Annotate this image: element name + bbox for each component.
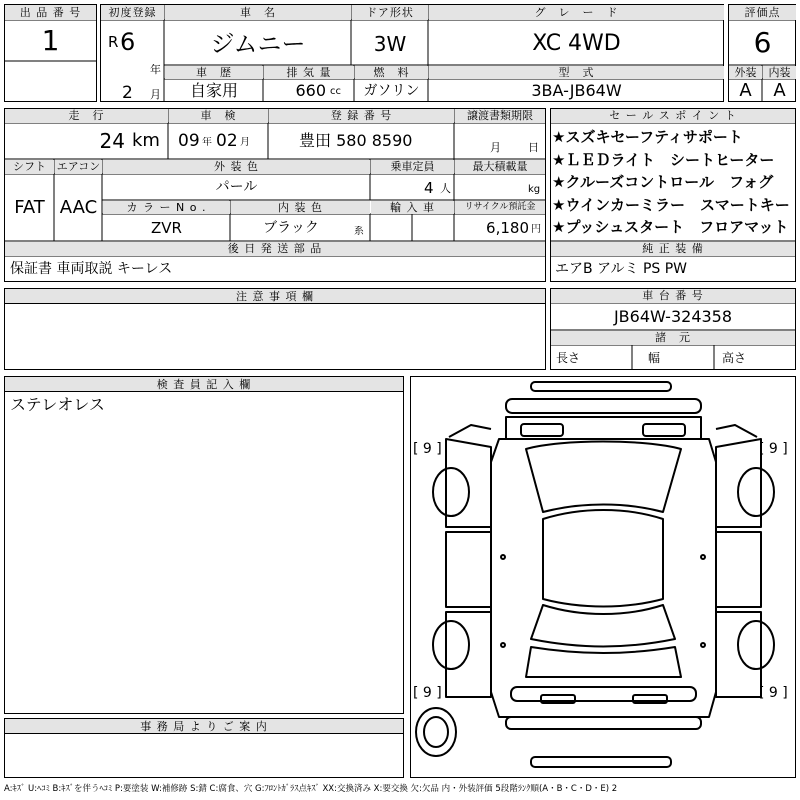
capacity-header: 乗車定員 [371,160,454,174]
car-diagram-section [410,376,796,778]
inspector-note: ステレオレス [10,395,105,414]
max-load-header: 最大積載量 [455,160,545,174]
inspection-header: 車 検 [169,109,268,123]
car-diagram [411,377,795,777]
exterior-grade-value: A [739,80,752,101]
tire-mark-front-left: [ 9 ] [413,441,442,457]
door-header: ドア形状 [352,5,428,20]
month-unit: 月 [150,89,161,101]
legend-text: A:ｷｽﾞ U:ﾍｺﾐ B:ｷｽﾞを伴うﾍｺﾐ P:要塗装 W:補修跡 S:錆 C:腐食、穴 G:ﾌﾛﾝﾄｶﾞﾗｽ点ｷｽﾞ XX:交換済み X:要交換 欠:欠品 内・外装評価 5段階ﾗﾝｸ順(A・B・C・D・E) 2 [4,784,618,794]
import-header: 輸 入 車 [371,201,454,214]
int-color-suffix: 系 [354,226,364,237]
notes-section [4,288,546,370]
displacement-header: 排 気 量 [264,66,354,79]
chassis-value: JB64W-324358 [613,307,733,326]
displacement-value: 660 [295,81,326,100]
fuel-header: 燃 料 [355,66,428,79]
chassis-header: 車 台 番 号 [551,289,795,303]
dims-header: 諸 元 [551,331,795,345]
office-header: 事 務 局 よ り ご 案 内 [5,719,403,734]
color-no-value: ZVR [151,219,182,237]
sales-header: セ ー ル ス ポ イ ン ト [551,109,795,123]
inspector-section [4,376,404,714]
height-label: 高さ [722,351,747,365]
length-label: 長さ [556,351,581,365]
interior-grade-value: A [773,80,786,101]
sales-points-list [552,126,796,240]
chassis-section [550,288,796,370]
lot-no-value: 1 [41,24,60,57]
int-color-header: 内 装 色 [231,201,370,214]
fuel-value: ガソリン [363,83,420,99]
score-value: 6 [753,26,772,59]
transfer-header: 譲渡書類期限 [455,109,545,123]
inspection-month-unit: 月 [240,137,250,148]
tire-mark-rear-left: [ 9 ] [413,685,442,701]
first-reg-year: 6 [120,28,136,56]
inspection-month: 02 [216,131,238,151]
transfer-day-unit: 日 [528,141,539,154]
transfer-month-unit: 月 [490,141,501,154]
mileage-value: 24 [99,129,125,153]
first-reg-month: 2 [122,84,133,102]
sales-point: ★プッシュスタート フロアマット [552,218,789,236]
int-color-value: ブラック [263,220,319,236]
load-unit: kg [528,184,541,195]
capacity-unit: 人 [440,182,451,195]
sales-point: ★ＬＥＤライト シートヒーター [552,150,775,169]
ac-header: エアコン [56,160,101,173]
color-no-header: カ ラ ー N o . [103,201,230,214]
office-section [4,718,404,778]
year-unit: 年 [150,64,161,76]
first-reg-header: 初度登録 [101,5,164,20]
shift-header: シフト [5,160,54,174]
ext-color-value: パール [215,179,258,195]
history-header: 車 歴 [165,66,263,79]
recycle-value: 6,180 [486,219,529,237]
recycle-header: リサイクル預託金 [455,201,545,214]
history-value: 自家用 [189,81,238,100]
reg-no-header: 登 録 番 号 [269,109,454,123]
ext-color-header: 外 装 色 [103,160,370,174]
tire-mark-rear-right: [ 9 ] [759,685,788,701]
equipment-value: エアB アルミ PS PW [555,261,688,277]
era-value: R [108,34,119,50]
width-label: 幅 [648,351,661,365]
shift-value: FAT [14,197,45,218]
tire-mark-front-right: [ 9 ] [759,441,788,457]
door-value: 3W [373,32,407,56]
notes-header: 注 意 事 項 欄 [5,289,545,304]
ac-value: AAC [59,197,98,218]
lot-no-header: 出 品 番 号 [5,5,96,20]
recycle-unit: 円 [531,224,541,235]
inspector-header: 検 査 員 記 入 欄 [5,377,403,392]
model-value: 3BA-JB64W [531,81,622,100]
exterior-grade-header: 外装 [729,66,762,79]
sales-point: ★クルーズコントロール フォグ [552,173,774,191]
score-header: 評価点 [729,5,796,20]
details-section [4,108,546,282]
later-parts-text: 保証書 車両取説 キーレス [10,261,173,277]
car-name-value: ジムニー [210,30,306,58]
grade-header: グ レ ー ド [429,5,724,20]
grade-value: XC 4WD [532,31,621,56]
mileage-unit: km [132,130,160,151]
sales-point: ★ウインカーミラー スマートキー [552,195,790,214]
equipment-header: 純 正 装 備 [551,242,795,256]
mileage-header: 走 行 [5,109,168,123]
displacement-unit: cc [330,86,341,97]
later-parts-header: 後 日 発 送 部 品 [5,242,545,256]
sales-points-section [550,108,796,282]
reg-no-value: 豊田 580 8590 [299,131,413,150]
capacity-value: 4 [424,179,434,197]
inspection-year: 09 [178,131,200,151]
interior-grade-header: 内装 [763,66,796,79]
inspection-year-unit: 年 [202,137,212,148]
header-section [4,4,796,102]
car-name-header: 車 名 [165,5,351,20]
sales-point: ★スズキセーフティサポート [552,128,743,146]
model-header: 型 式 [429,66,724,79]
